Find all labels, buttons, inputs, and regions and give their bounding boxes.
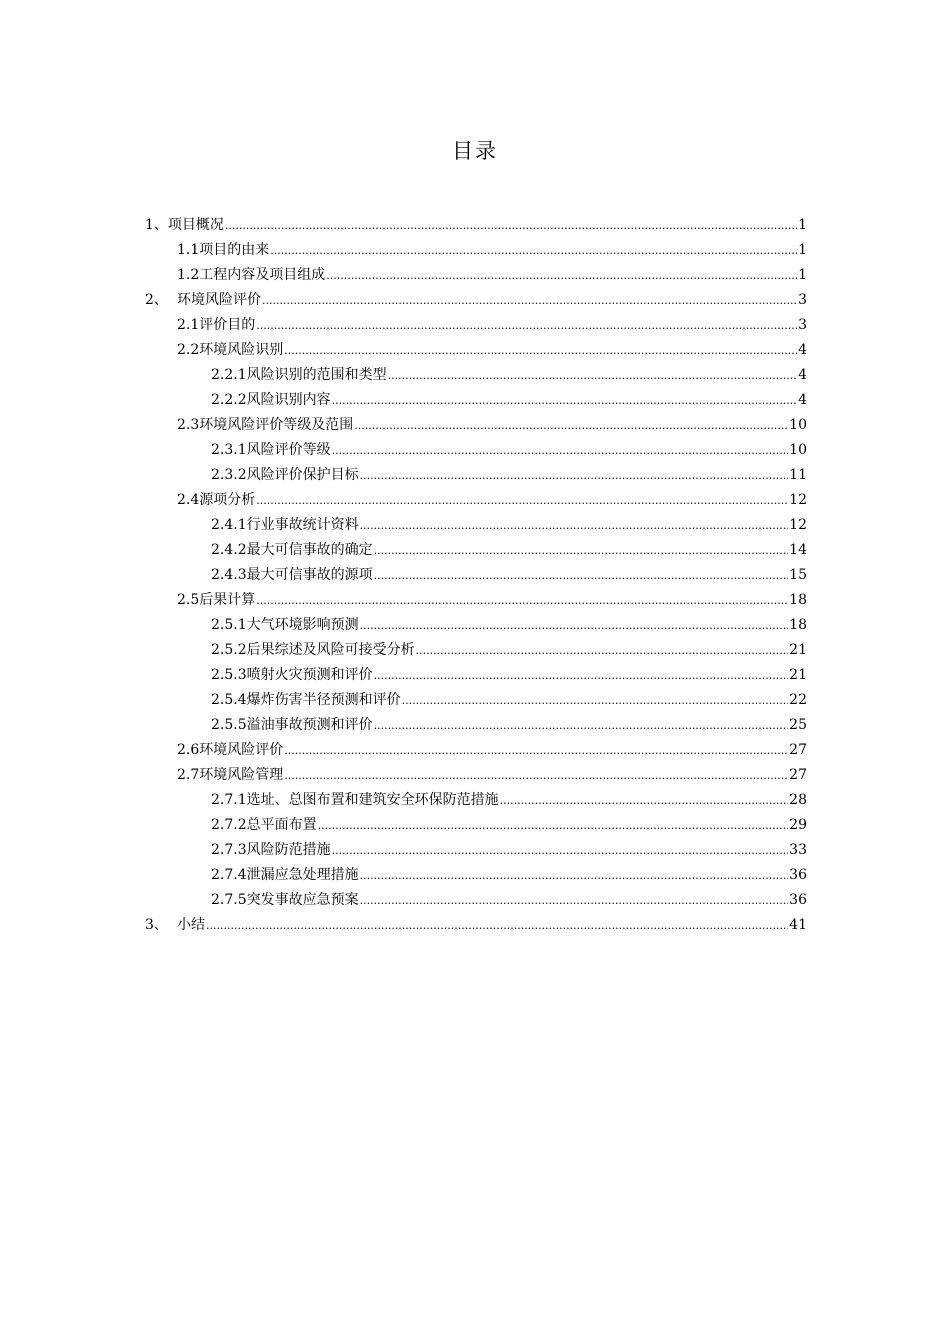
- toc-entry-page-number: 15: [789, 567, 807, 583]
- toc-entry-title: 总平面布置: [246, 817, 317, 833]
- toc-entry-page-number: 18: [789, 592, 807, 608]
- toc-entry-title: 大气环境影响预测: [246, 617, 359, 633]
- toc-entry-page-number: 14: [789, 542, 807, 558]
- toc-entry[interactable]: [145, 713, 807, 738]
- toc-entry-number: 2.5: [177, 592, 200, 608]
- toc-entry[interactable]: [145, 913, 807, 938]
- toc-entry-number: 2.7.2: [211, 817, 247, 833]
- toc-entry-page-number: 36: [789, 892, 807, 908]
- toc-entry-page-number: 18: [789, 617, 807, 633]
- toc-dot-leader: [354, 413, 788, 438]
- toc-entry-number: 2.7.3: [211, 842, 247, 858]
- toc-entry[interactable]: [145, 838, 807, 863]
- toc-entry[interactable]: [145, 813, 807, 838]
- toc-entry-title: 喷射火灾预测和评价: [246, 667, 373, 683]
- toc-entry[interactable]: [145, 638, 807, 663]
- toc-entry-title: 项目的由来: [199, 242, 270, 258]
- toc-entry-page-number: 10: [789, 417, 807, 433]
- toc-entry-number: 2.5.2: [211, 642, 247, 658]
- toc-entry-title: 爆炸伤害半径预测和评价: [246, 692, 401, 708]
- toc-entry-title: 泄漏应急处理措施: [246, 867, 359, 883]
- toc-dot-leader: [388, 363, 797, 388]
- table-of-contents: [145, 213, 807, 938]
- toc-entry-title: 环境风险识别: [199, 342, 284, 358]
- toc-dot-leader: [374, 538, 789, 563]
- toc-dot-leader: [256, 588, 788, 613]
- toc-dot-leader: [270, 238, 797, 263]
- toc-entry-number: 2.3.1: [211, 442, 247, 458]
- toc-entry-title: 风险识别的范围和类型: [246, 367, 387, 383]
- toc-entry-number: 3、: [145, 917, 168, 933]
- toc-entry-title: 选址、总图布置和建筑安全环保防范措施: [246, 792, 499, 808]
- toc-entry-page-number: 27: [789, 767, 807, 783]
- toc-entry[interactable]: [145, 738, 807, 763]
- toc-entry[interactable]: [145, 388, 807, 413]
- toc-entry[interactable]: [145, 663, 807, 688]
- toc-entry[interactable]: [145, 338, 807, 363]
- toc-entry-number: 2.5.5: [211, 717, 247, 733]
- toc-entry-title: 最大可信事故的源项: [246, 567, 373, 583]
- toc-entry-title: 环境风险管理: [199, 767, 284, 783]
- toc-entry-number: 2.2.1: [211, 367, 247, 383]
- toc-dot-leader: [374, 563, 789, 588]
- toc-entry-number: 2.3.2: [211, 467, 247, 483]
- toc-entry-page-number: 12: [789, 492, 807, 508]
- toc-entry-page-number: 28: [789, 792, 807, 808]
- toc-entry-number: 2.3: [177, 417, 200, 433]
- toc-dot-leader: [326, 263, 797, 288]
- toc-entry[interactable]: [145, 888, 807, 913]
- toc-entry-page-number: 21: [789, 642, 807, 658]
- toc-entry-number: 1、: [145, 217, 168, 233]
- toc-entry-number: 2.7.4: [211, 867, 247, 883]
- toc-dot-leader: [206, 913, 788, 938]
- toc-entry-number: 2.4.1: [211, 517, 247, 533]
- toc-entry[interactable]: [145, 238, 807, 263]
- toc-entry-title: 环境风险评价等级及范围: [199, 417, 354, 433]
- toc-entry-page-number: 4: [798, 342, 807, 358]
- toc-dot-leader: [360, 463, 789, 488]
- toc-entry[interactable]: [145, 613, 807, 638]
- toc-entry-page-number: 41: [789, 917, 807, 933]
- toc-dot-leader: [284, 763, 788, 788]
- toc-entry-page-number: 1: [798, 267, 807, 283]
- toc-entry-title: 后果计算: [199, 592, 256, 608]
- toc-entry-title: 突发事故应急预案: [246, 892, 359, 908]
- toc-dot-leader: [360, 888, 789, 913]
- toc-dot-leader: [374, 713, 789, 738]
- toc-title: 目录: [452, 139, 498, 163]
- toc-entry-title: 溢油事故预测和评价: [246, 717, 373, 733]
- toc-entry-title: 源项分析: [199, 492, 256, 508]
- toc-entry-page-number: 22: [789, 692, 807, 708]
- toc-entry[interactable]: [145, 688, 807, 713]
- toc-entry-title: 后果综述及风险可接受分析: [246, 642, 415, 658]
- toc-entry-number: 1.1: [177, 242, 200, 258]
- toc-entry-number: 2.2.2: [211, 392, 247, 408]
- toc-entry-page-number: 36: [789, 867, 807, 883]
- toc-entry[interactable]: [145, 438, 807, 463]
- toc-entry-page-number: 1: [798, 217, 807, 233]
- toc-entry-title: 小结: [177, 917, 205, 933]
- toc-entry-title: 风险评价保护目标: [246, 467, 359, 483]
- toc-entry-title: 风险评价等级: [246, 442, 331, 458]
- toc-entry-page-number: 1: [798, 242, 807, 258]
- toc-entry[interactable]: [145, 588, 807, 613]
- toc-entry[interactable]: [145, 363, 807, 388]
- toc-dot-leader: [332, 438, 789, 463]
- toc-dot-leader: [374, 663, 789, 688]
- toc-entry-title: 工程内容及项目组成: [199, 267, 326, 283]
- toc-dot-leader: [332, 388, 797, 413]
- toc-entry-page-number: 12: [789, 517, 807, 533]
- toc-entry-title: 风险防范措施: [246, 842, 331, 858]
- toc-entry-number: 2.4.3: [211, 567, 247, 583]
- toc-entry-number: 2.1: [177, 317, 200, 333]
- toc-entry[interactable]: [145, 463, 807, 488]
- toc-dot-leader: [256, 313, 797, 338]
- toc-dot-leader: [318, 813, 789, 838]
- toc-dot-leader: [262, 288, 797, 313]
- toc-entry[interactable]: [145, 413, 807, 438]
- toc-dot-leader: [284, 338, 797, 363]
- toc-dot-leader: [256, 488, 788, 513]
- toc-dot-leader: [402, 688, 789, 713]
- toc-dot-leader: [360, 863, 789, 888]
- toc-entry-page-number: 10: [789, 442, 807, 458]
- toc-entry-title: 项目概况: [167, 217, 224, 233]
- toc-dot-leader: [284, 738, 788, 763]
- toc-entry[interactable]: [145, 788, 807, 813]
- toc-entry-number: 2.7.1: [211, 792, 247, 808]
- toc-entry-number: 1.2: [177, 267, 200, 283]
- toc-entry-title: 最大可信事故的确定: [246, 542, 373, 558]
- toc-entry-page-number: 27: [789, 742, 807, 758]
- toc-dot-leader: [416, 638, 789, 663]
- toc-entry-page-number: 4: [798, 392, 807, 408]
- toc-entry-title: 环境风险评价: [177, 292, 261, 308]
- toc-dot-leader: [360, 613, 789, 638]
- toc-entry[interactable]: [145, 213, 807, 238]
- toc-entry-number: 2.7: [177, 767, 200, 783]
- toc-dot-leader: [500, 788, 789, 813]
- toc-entry[interactable]: [145, 288, 807, 313]
- toc-entry[interactable]: [145, 313, 807, 338]
- toc-entry-page-number: 3: [798, 317, 807, 333]
- toc-entry-page-number: 11: [789, 467, 807, 483]
- toc-entry-title: 风险识别内容: [246, 392, 331, 408]
- toc-entry-page-number: 29: [789, 817, 807, 833]
- toc-entry-page-number: 3: [798, 292, 807, 308]
- toc-entry-number: 2.5.1: [211, 617, 247, 633]
- toc-entry[interactable]: [145, 263, 807, 288]
- toc-entry[interactable]: [145, 763, 807, 788]
- toc-entry-number: 2.5.4: [211, 692, 247, 708]
- toc-entry-page-number: 21: [789, 667, 807, 683]
- toc-entry[interactable]: [145, 563, 807, 588]
- toc-entry-title: 评价目的: [199, 317, 256, 333]
- toc-entry-number: 2、: [145, 292, 168, 308]
- toc-dot-leader: [360, 513, 789, 538]
- toc-entry[interactable]: [145, 538, 807, 563]
- toc-entry-page-number: 33: [789, 842, 807, 858]
- toc-entry-page-number: 25: [789, 717, 807, 733]
- toc-entry[interactable]: [145, 513, 807, 538]
- toc-dot-leader: [332, 838, 789, 863]
- toc-entry-title: 环境风险评价: [199, 742, 284, 758]
- toc-entry-number: 2.5.3: [211, 667, 247, 683]
- toc-entry[interactable]: [145, 488, 807, 513]
- toc-entry-number: 2.6: [177, 742, 200, 758]
- toc-entry-number: 2.4: [177, 492, 200, 508]
- toc-entry-title: 行业事故统计资料: [246, 517, 359, 533]
- toc-entry-number: 2.4.2: [211, 542, 247, 558]
- toc-entry-number: 2.7.5: [211, 892, 247, 908]
- toc-entry-page-number: 4: [798, 367, 807, 383]
- toc-entry[interactable]: [145, 863, 807, 888]
- toc-dot-leader: [225, 213, 797, 238]
- toc-entry-number: 2.2: [177, 342, 200, 358]
